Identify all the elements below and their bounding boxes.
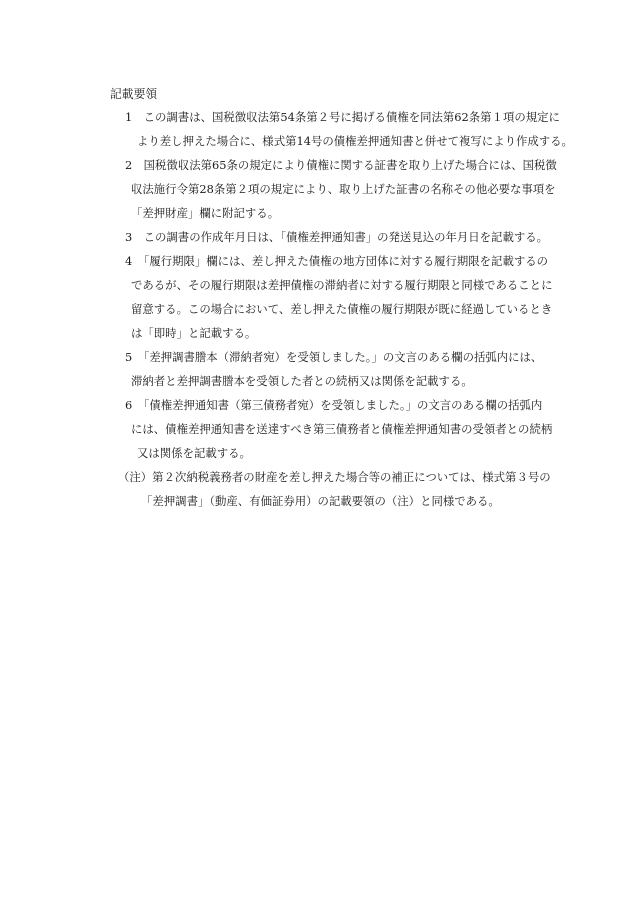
- item-5-line-1: 5 「差押調書謄本（滞納者宛）を受領しました。」の文言のある欄の括弧内には、: [125, 350, 543, 364]
- item-1-line-1: 1 この調書は、国税徴収法第54条第２号に掲げる債権を同法第62条第１項の規定に: [125, 110, 560, 124]
- item-6-line-2: には、債権差押通知書を送達すべき第三債務者と債権差押通知書の受領者との続柄: [131, 422, 553, 436]
- item-6-line-1: 6 「債権差押通知書（第三債務者宛）を受領しました。」の文言のある欄の括弧内: [125, 398, 543, 412]
- item-1-line-2: より差し押えた場合に、様式第14号の債権差押通知書と併せて複写により作成する。: [137, 134, 573, 148]
- item-2-line-2: 収法施行令第28条第２項の規定により、取り上げた証書の名称その他必要な事項を: [131, 182, 556, 196]
- item-2-line-3: 「差押財産」欄に附記する。: [131, 206, 280, 220]
- item-2-line-1: 2 国税徴収法第65条の規定により債権に関する証書を取り上げた場合には、国税徴: [125, 158, 557, 172]
- page-heading: 記載要領: [110, 87, 158, 101]
- item-4-line-1: 4 「履行期限」欄には、差し押えた債権の地方団体に対する履行期限を記載するの: [125, 254, 549, 268]
- item-4-line-3: 留意する。この場合において、差し押えた債権の履行期限が既に経過しているとき: [131, 302, 553, 316]
- item-4-line-4: は「即時」と記載する。: [131, 326, 257, 340]
- item-6-line-3: 又は関係を記載する。: [137, 446, 251, 460]
- item-3-line-1: 3 この調書の作成年月日は、「債権差押通知書」の発送見込の年月日を記載する。: [125, 230, 549, 244]
- item-5-line-2: 滞納者と差押調書謄本を受領した者との続柄又は関係を記載する。: [131, 374, 473, 388]
- note-line-1: （注）第２次納税義務者の財産を差し押えた場合等の補正については、様式第３号の: [118, 470, 551, 484]
- item-4-line-2: であるが、その履行期限は差押債権の滞納者に対する履行期限と同様であることに: [131, 278, 553, 292]
- note-line-2: 「差押調書」（動産、有価証券用）の記載要領の（注）と同様である。: [141, 494, 500, 508]
